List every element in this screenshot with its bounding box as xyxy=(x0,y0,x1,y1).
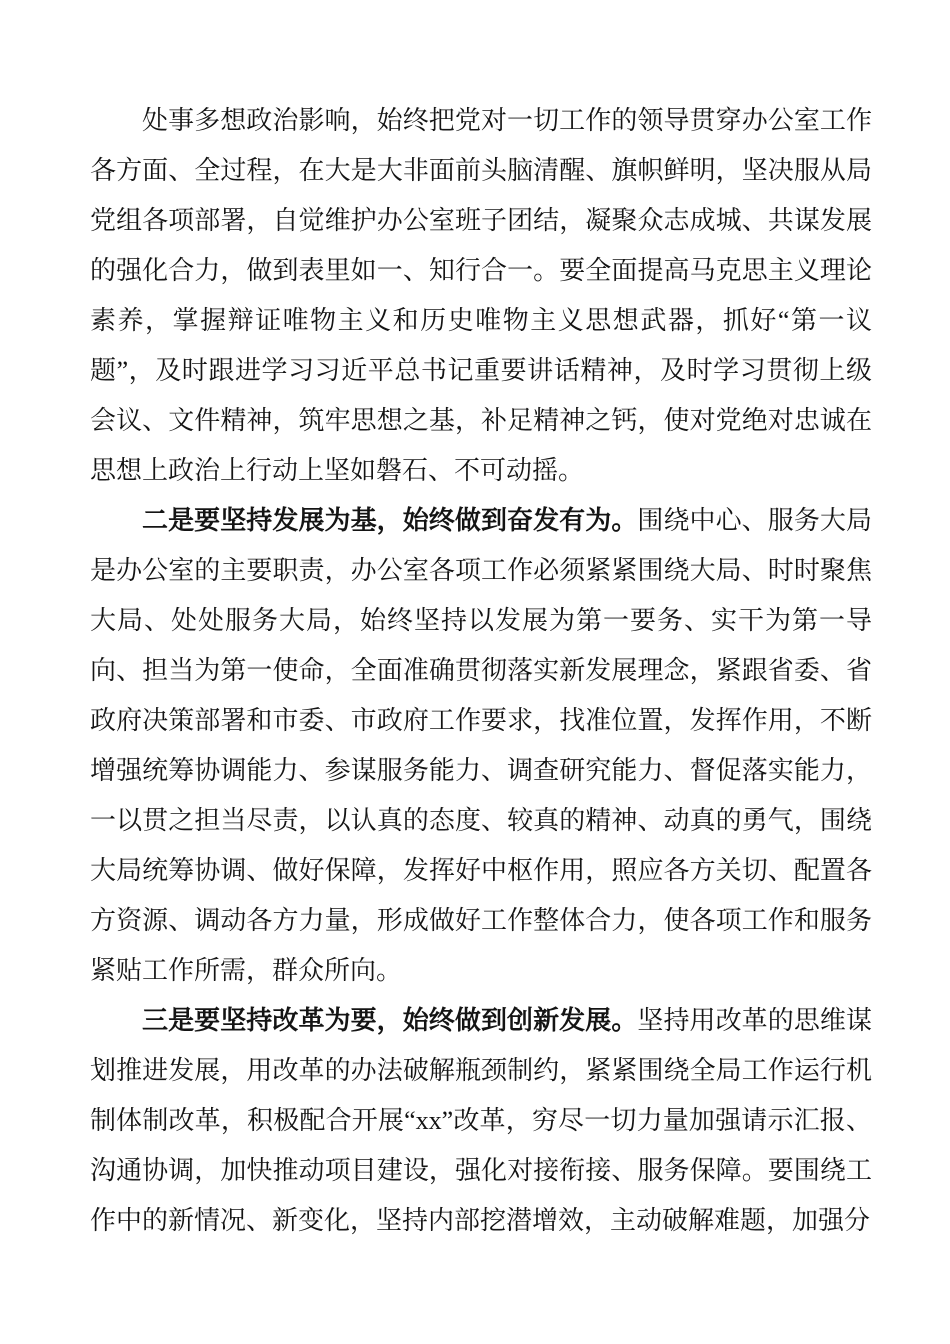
paragraph-lead: 三是要坚持改革为要，始终做到创新发展。 xyxy=(142,1006,638,1035)
paragraph xyxy=(90,996,872,1246)
paragraph xyxy=(90,96,872,496)
paragraph-body: 坚持用改革的思维谋划推进发展，用改革的办法破解瓶颈制约，紧紧围绕全局工作运行机制体制改革，积极配合开展“xx”改革，穷尽一切力量加强请示汇报、沟通协调，加快推动项目建设，强化对接衔接、服务保障。要围绕工作中的新情况、新变化，坚持内部挖潜增效，主动破解难题，加强分 xyxy=(90,1006,872,1235)
paragraph-body: 围绕中心、服务大局是办公室的主要职责，办公室各项工作必须紧紧围绕大局、时时聚焦大局、处处服务大局，始终坚持以发展为第一要务、实干为第一导向、担当为第一使命，全面准确贯彻落实新发展理念，紧跟省委、省政府决策部署和市委、市政府工作要求，找准位置，发挥作用，不断增强统筹协调能力、参谋服务能力、调查研究能力、督促落实能力，一以贯之担当尽责，以认真的态度、较真的精神、动真的勇气，围绕大局统筹协调、做好保障，发挥好中枢作用，照应各方关切、配置各方资源、调动各方力量，形成做好工作整体合力，使各项工作和服务紧贴工作所需，群众所向。 xyxy=(90,506,872,985)
document-text xyxy=(90,96,872,1246)
paragraph-body: 处事多想政治影响，始终把党对一切工作的领导贯穿办公室工作各方面、全过程，在大是大非面前头脑清醒、旗帜鲜明，坚决服从局党组各项部署，自觉维护办公室班子团结，凝聚众志成城、共谋发展的强化合力，做到表里如一、知行合一。要全面提高马克思主义理论素养，掌握辩证唯物主义和历史唯物主义思想武器，抓好“第一议题”，及时跟进学习习近平总书记重要讲话精神，及时学习贯彻上级会议、文件精神，筑牢思想之基，补足精神之钙，使对党绝对忠诚在思想上政治上行动上坚如磐石、不可动摇。 xyxy=(90,106,872,485)
paragraph-lead: 二是要坚持发展为基，始终做到奋发有为。 xyxy=(142,506,638,535)
paragraph xyxy=(90,496,872,996)
